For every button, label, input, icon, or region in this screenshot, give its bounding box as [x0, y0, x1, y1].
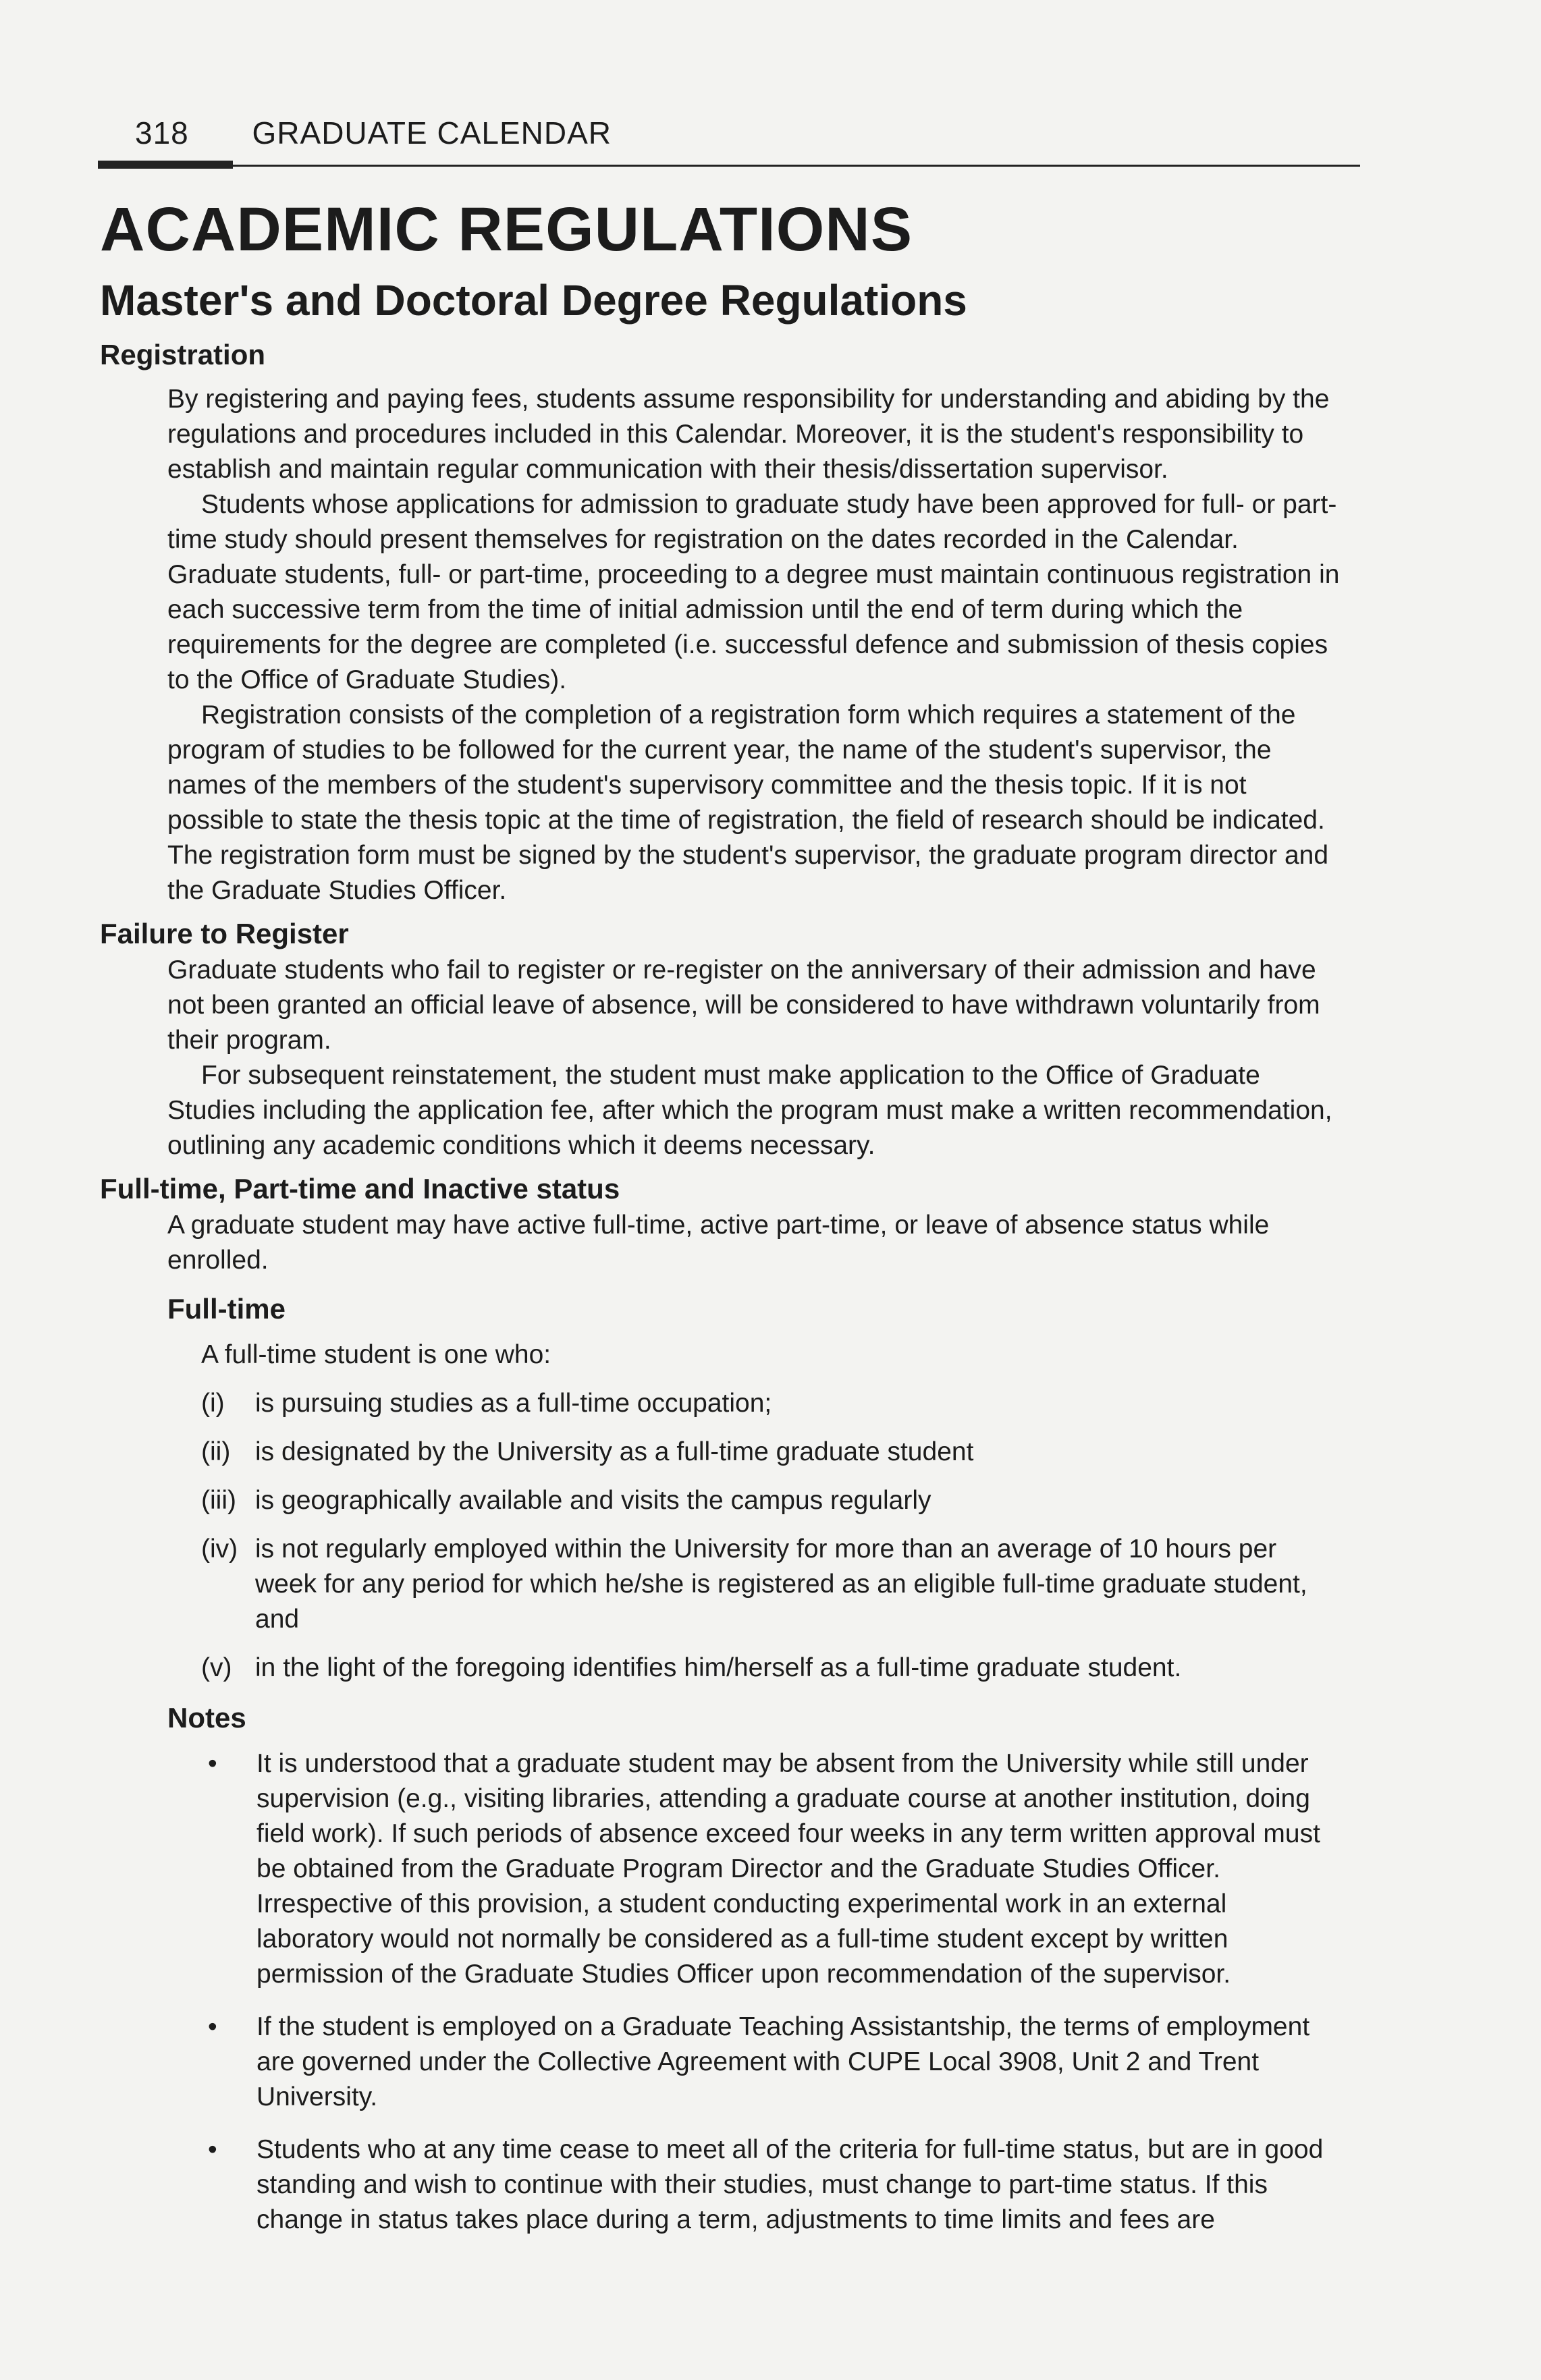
paragraph: A full-time student is one who:: [201, 1340, 551, 1369]
list-text: is geographically available and visits the campus regularly: [255, 1486, 931, 1515]
paragraph: Graduate students who fail to register or re-register on the anniversary of their admission and have not been granted an official leave of absence, will be considered to have withdrawn voluntarily from their program.: [167, 956, 1320, 1055]
paragraph: Registration consists of the completion of a registration form which requires a statement of the program of studies to be followed for the current year, the name of the student's supervisor, the names of the members of the student's supervisory committee and the thesis topic. If it is not possible to state the thesis topic at the time of registration, the field of research should be indicated. The registration form must be signed by the student's supervisor, the graduate program director and the Graduate Studies Officer.: [167, 700, 1329, 905]
section-heading: Full-time, Part-time and Inactive status: [100, 1173, 620, 1205]
list-item: [167, 1746, 1342, 1992]
section-heading: Failure to Register: [100, 918, 349, 949]
list-number: (v): [201, 1653, 232, 1682]
page-title: ACADEMIC REGULATIONS: [100, 195, 913, 264]
subsection-heading: Full-time: [167, 1293, 286, 1325]
list-item: [201, 1532, 1342, 1637]
list-text: in the light of the foregoing identifies him/herself as a full-time graduate student.: [255, 1653, 1182, 1682]
list-item: [201, 1386, 1342, 1421]
list-number: (ii): [201, 1437, 231, 1466]
list-text: is not regularly employed within the University for more than an average of 10 hours per week for any period for which he/she is registered as an eligible full-time graduate student, and: [255, 1534, 1307, 1634]
paragraph: By registering and paying fees, students assume responsibility for understanding and abiding by the regulations and procedures included in this Calendar. Moreover, it is the student's responsibility to establish and maintain regular communication with their thesis/dissertation supervisor.: [167, 385, 1330, 484]
list-text: Students who at any time cease to meet all of the criteria for full-time status, but are in good standing and wish to continue with their studies, must change to part-time status. If this change in status takes place during a term, adjustments to time limits and fees are: [256, 2135, 1324, 2234]
main-content: [100, 336, 1342, 2255]
list-item: [201, 1435, 1342, 1470]
paragraph: Students whose applications for admission to graduate study have been approved for full- or part-time study should present themselves for registration on the dates recorded in the Calendar. Graduate students, full- or part-time, proceeding to a degree must maintain continuous registration in each successive term from the time of initial admission until the end of term during which the requirements for the degree are completed (i.e. successful defence and submission of thesis copies to the Office of Graduate Studies).: [167, 490, 1340, 694]
list-number: (iv): [201, 1534, 238, 1563]
list-text: is designated by the University as a full-time graduate student: [255, 1437, 974, 1466]
list-item: [167, 2010, 1342, 2115]
section-heading: Registration: [100, 339, 266, 370]
list-item: [201, 1483, 1342, 1518]
list-item: [201, 1651, 1342, 1686]
paragraph: A graduate student may have active full-time, active part-time, or leave of absence status while enrolled.: [167, 1211, 1270, 1275]
page-subtitle: Master's and Doctoral Degree Regulations: [100, 276, 967, 325]
list-text: is pursuing studies as a full-time occupation;: [255, 1389, 772, 1418]
header-rule: [98, 165, 1360, 167]
bullet-icon: •: [208, 1749, 217, 1778]
bullet-icon: •: [208, 2012, 217, 2041]
paragraph: For subsequent reinstatement, the student must make application to the Office of Graduate Studies including the application fee, after which the program must make a written recommendation, outlining any academic conditions which it deems necessary.: [167, 1061, 1332, 1160]
page-number: 318: [135, 115, 189, 150]
section-registration: [100, 336, 1342, 908]
bullet-icon: •: [208, 2135, 217, 2164]
list-number: (iii): [201, 1486, 236, 1515]
list-text: It is understood that a graduate student may be absent from the University while still under supervision (e.g., visiting libraries, attending a graduate course at another institution, doing field work). If such periods of absence exceed four weeks in any term written approval must be obtained from the Graduate Program Director and the Graduate Studies Officer. Irrespective of this provision, a student conducting experimental work in an external laboratory would not normally be considered as a full-time student except by written permission of the Graduate Studies Officer upon recommendation of the supervisor.: [256, 1749, 1320, 1989]
running-header: [135, 115, 612, 151]
list-number: (i): [201, 1389, 225, 1418]
section-failure-to-register: [100, 915, 1342, 1163]
running-title: GRADUATE CALENDAR: [252, 115, 612, 150]
section-status: [100, 1170, 1342, 1278]
subsection-full-time: [167, 1290, 1342, 1686]
subsection-heading: Notes: [167, 1702, 246, 1734]
list-item: [167, 2132, 1342, 2238]
subsection-notes: [167, 1699, 1342, 2238]
list-text: If the student is employed on a Graduate Teaching Assistantship, the terms of employment are governed under the Collective Agreement with CUPE Local 3908, Unit 2 and Trent University.: [256, 2012, 1310, 2111]
